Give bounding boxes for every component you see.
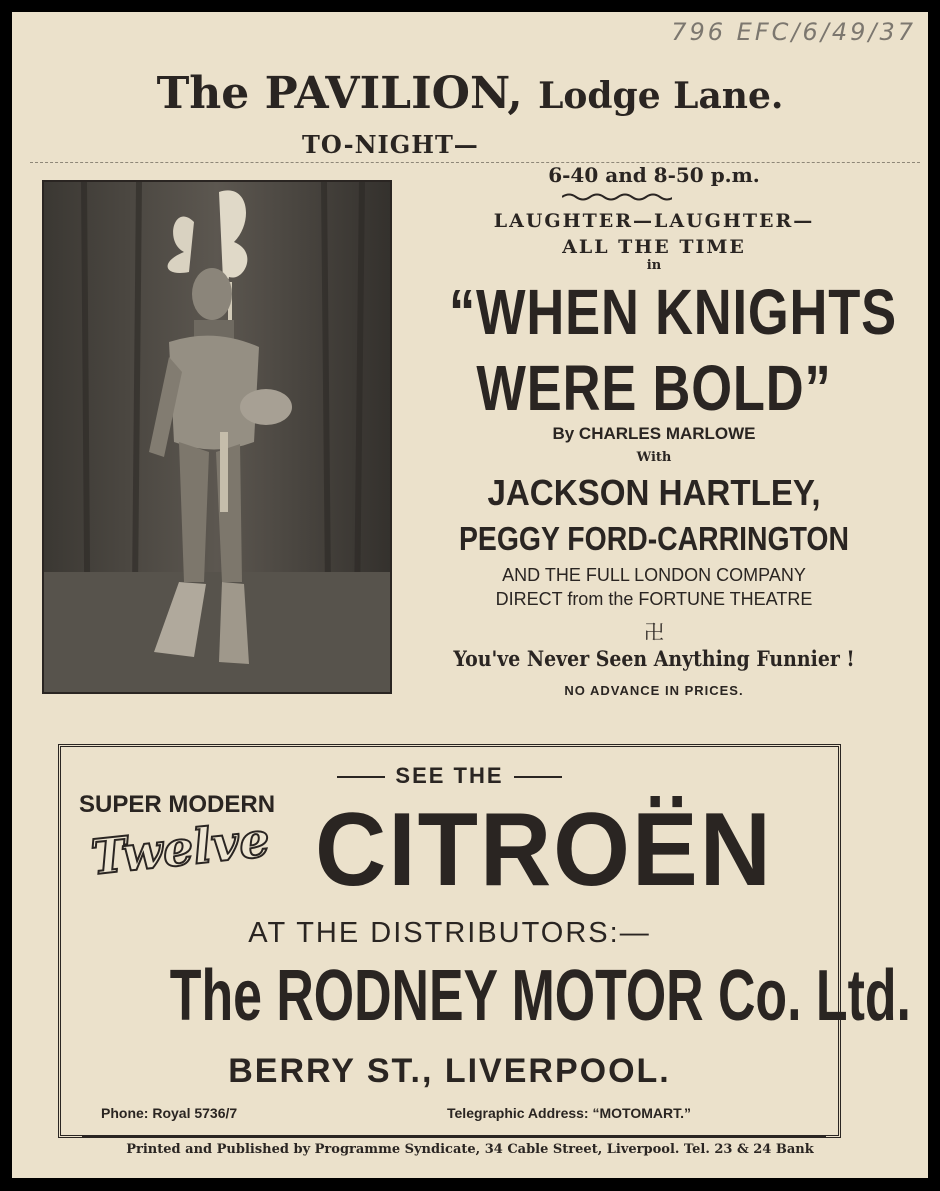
- decorative-wave-rule: [562, 192, 672, 202]
- play-title: [449, 274, 897, 426]
- telegraphic-address: Telegraphic Address: “MOTOMART.”: [447, 1105, 691, 1121]
- citroen-wordmark: CITROËN: [315, 792, 773, 908]
- venue-heading: [12, 68, 928, 119]
- see-the-rule-left: [337, 776, 385, 778]
- archive-reference-number: 796 EFC/6/49/37: [671, 18, 916, 46]
- dealer-address: BERRY ST., LIVERPOOL.: [228, 1052, 671, 1090]
- company-line-1: AND THE FULL LONDON COMPANY: [502, 565, 806, 585]
- see-the-heading: [61, 763, 838, 789]
- knight-armour-photo: [42, 180, 392, 694]
- programme-page: [12, 12, 928, 1178]
- laughter-line-2: ALL THE TIME: [562, 236, 746, 258]
- play-title-line-1: “WHEN KNIGHTS: [449, 276, 897, 348]
- laughter-line-1: LAUGHTER—LAUGHTER—: [493, 210, 815, 232]
- prices-note: NO ADVANCE IN PRICES.: [564, 683, 744, 698]
- emblem-icon: 卍: [644, 622, 664, 644]
- company-info: [404, 563, 904, 611]
- play-author: By CHARLES MARLOWE: [552, 424, 756, 443]
- lead-actor: JACKSON HARTLEY,: [487, 472, 821, 513]
- footer-divider: [82, 1136, 826, 1137]
- lead-actress: PEGGY FORD-CARRINGTON: [458, 520, 849, 557]
- distributors-label: AT THE DISTRIBUTORS:—: [248, 917, 651, 949]
- twelve-script-logo: Twelve: [88, 811, 273, 887]
- see-the-rule-right: [514, 776, 562, 778]
- tonight-label: TO-NIGHT—: [302, 130, 479, 159]
- see-the-label: SEE THE: [395, 763, 504, 788]
- laughter-tagline: [404, 208, 904, 260]
- show-times: 6-40 and 8-50 p.m.: [548, 163, 760, 187]
- dealer-name: The RODNEY MOTOR Co. Ltd.: [169, 956, 911, 1036]
- play-title-line-2: WERE BOLD”: [476, 352, 832, 424]
- knight-illustration: [44, 182, 390, 692]
- citroen-advertisement: [58, 744, 911, 1138]
- venue-street: Lodge Lane.: [538, 75, 784, 117]
- dealer-phone: Phone: Royal 5736/7: [101, 1105, 238, 1121]
- slogan: You've Never Seen Anything Funnier !: [453, 646, 855, 671]
- company-line-2: DIRECT from the FORTUNE THEATRE: [495, 589, 813, 609]
- venue-name: The PAVILION,: [156, 68, 523, 119]
- super-modern-label: SUPER MODERN: [79, 791, 276, 818]
- with-label: With: [636, 450, 672, 465]
- printer-imprint: Printed and Published by Programme Syndicate, 34 Cable Street, Liverpool. Tel. 23 & 24 Bank: [126, 1142, 814, 1157]
- in-label: in: [646, 258, 662, 273]
